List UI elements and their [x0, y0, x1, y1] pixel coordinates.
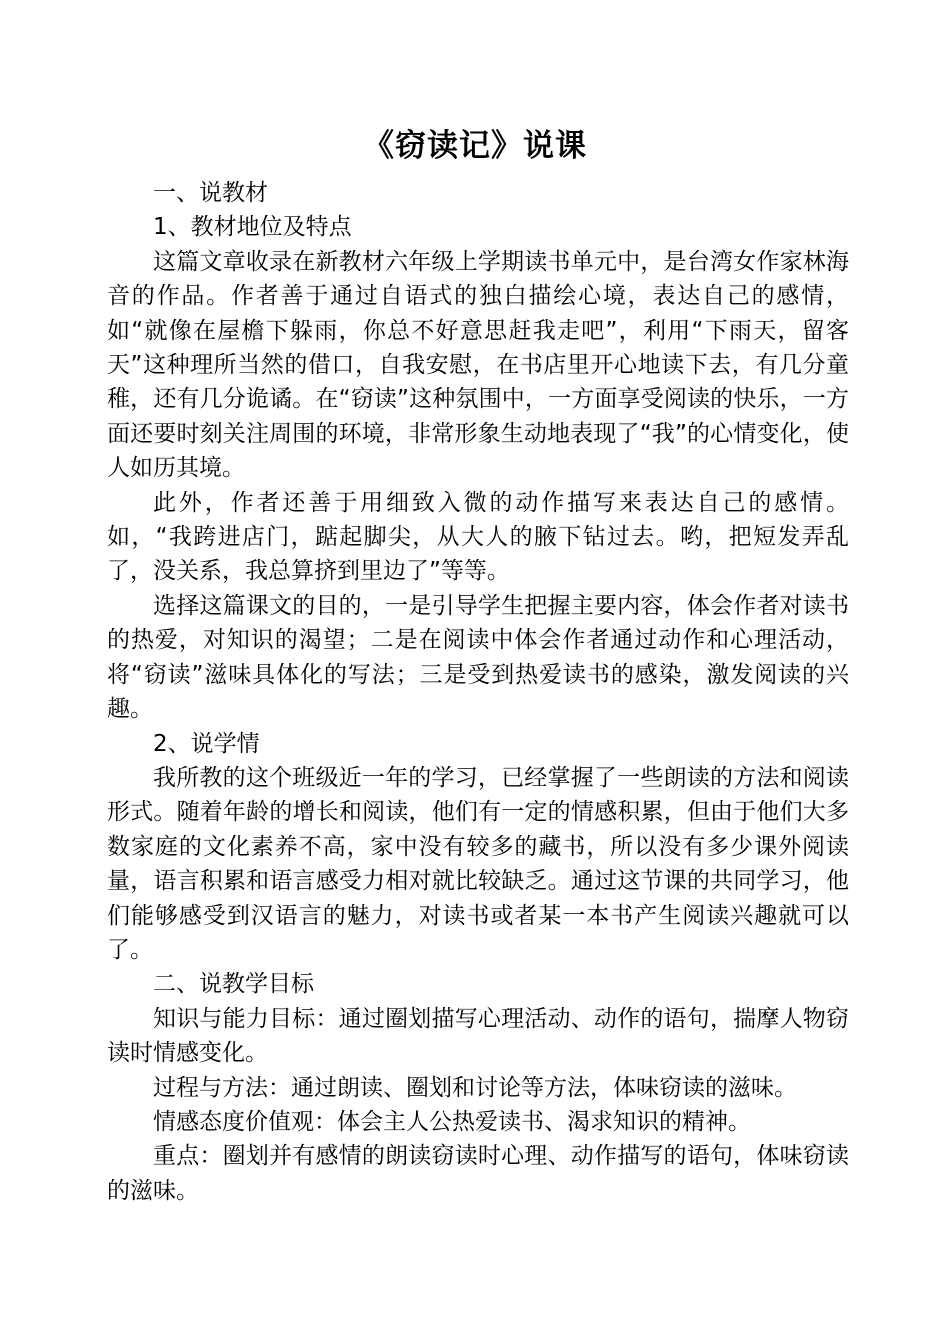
- objective-attitude: 情感态度价值观：体会主人公热爱读书、渴求知识的精神。: [153, 1108, 751, 1135]
- objective-knowledge: 知识与能力目标：通过圈划描写心理活动、动作的语句，揣摩人物窃读时情感变化。: [107, 1005, 849, 1067]
- paragraph: 这篇文章收录在新教材六年级上学期读书单元中，是台湾女作家林海音的作品。作者善于通过自语式的独白描绘心境，表达自己的感情，如“就像在屋檐下躲雨，你总不好意思赶我走吧”，利用“下雨天，留客天”这种理所当然的借口，自我安慰，在书店里开心地读下去，有几分童稚，还有几分诡谲。在“窃读”这种氛围中，一方面享受阅读的快乐，一方面还要时刻关注周围的环境，非常形象生动地表现了“我”的心情变化，使人如历其境。: [107, 248, 849, 482]
- document-body: [107, 176, 849, 1208]
- subsection-heading-position: 1、教材地位及特点: [153, 214, 352, 241]
- subsection-heading-learners: 2、说学情: [153, 730, 260, 757]
- section-heading-objectives: 二、说教学目标: [153, 971, 314, 998]
- paragraph: 此外，作者还善于用细致入微的动作描写来表达自己的感情。如，“我跨进店门，踮起脚尖，从大人的腋下钻过去。哟，把短发弄乱了，没关系，我总算挤到里边了”等等。: [107, 489, 849, 585]
- objective-process: 过程与方法：通过朗读、圈划和讨论等方法，体味窃读的滋味。: [153, 1074, 797, 1101]
- paragraph: 我所教的这个班级近一年的学习，已经掌握了一些朗读的方法和阅读形式。随着年龄的增长和阅读，他们有一定的情感积累，但由于他们大多数家庭的文化素养不高，家中没有较多的藏书，所以没有多少课外阅读量，语言积累和语言感受力相对就比较缺乏。通过这节课的共同学习，他们能够感受到汉语言的魅力，对读书或者某一本书产生阅读兴趣就可以了。: [107, 764, 849, 963]
- paragraph: 选择这篇课文的目的，一是引导学生把握主要内容，体会作者对读书的热爱，对知识的渴望；二是在阅读中体会作者通过动作和心理活动，将“窃读”滋味具体化的写法；三是受到热爱读书的感染，激发阅读的兴趣。: [107, 592, 849, 723]
- key-point: 重点：圈划并有感情的朗读窃读时心理、动作描写的语句，体味窃读的滋味。: [107, 1143, 849, 1204]
- section-heading-textbook: 一、说教材: [153, 180, 268, 206]
- page-title: 《窃读记》说课: [363, 128, 587, 164]
